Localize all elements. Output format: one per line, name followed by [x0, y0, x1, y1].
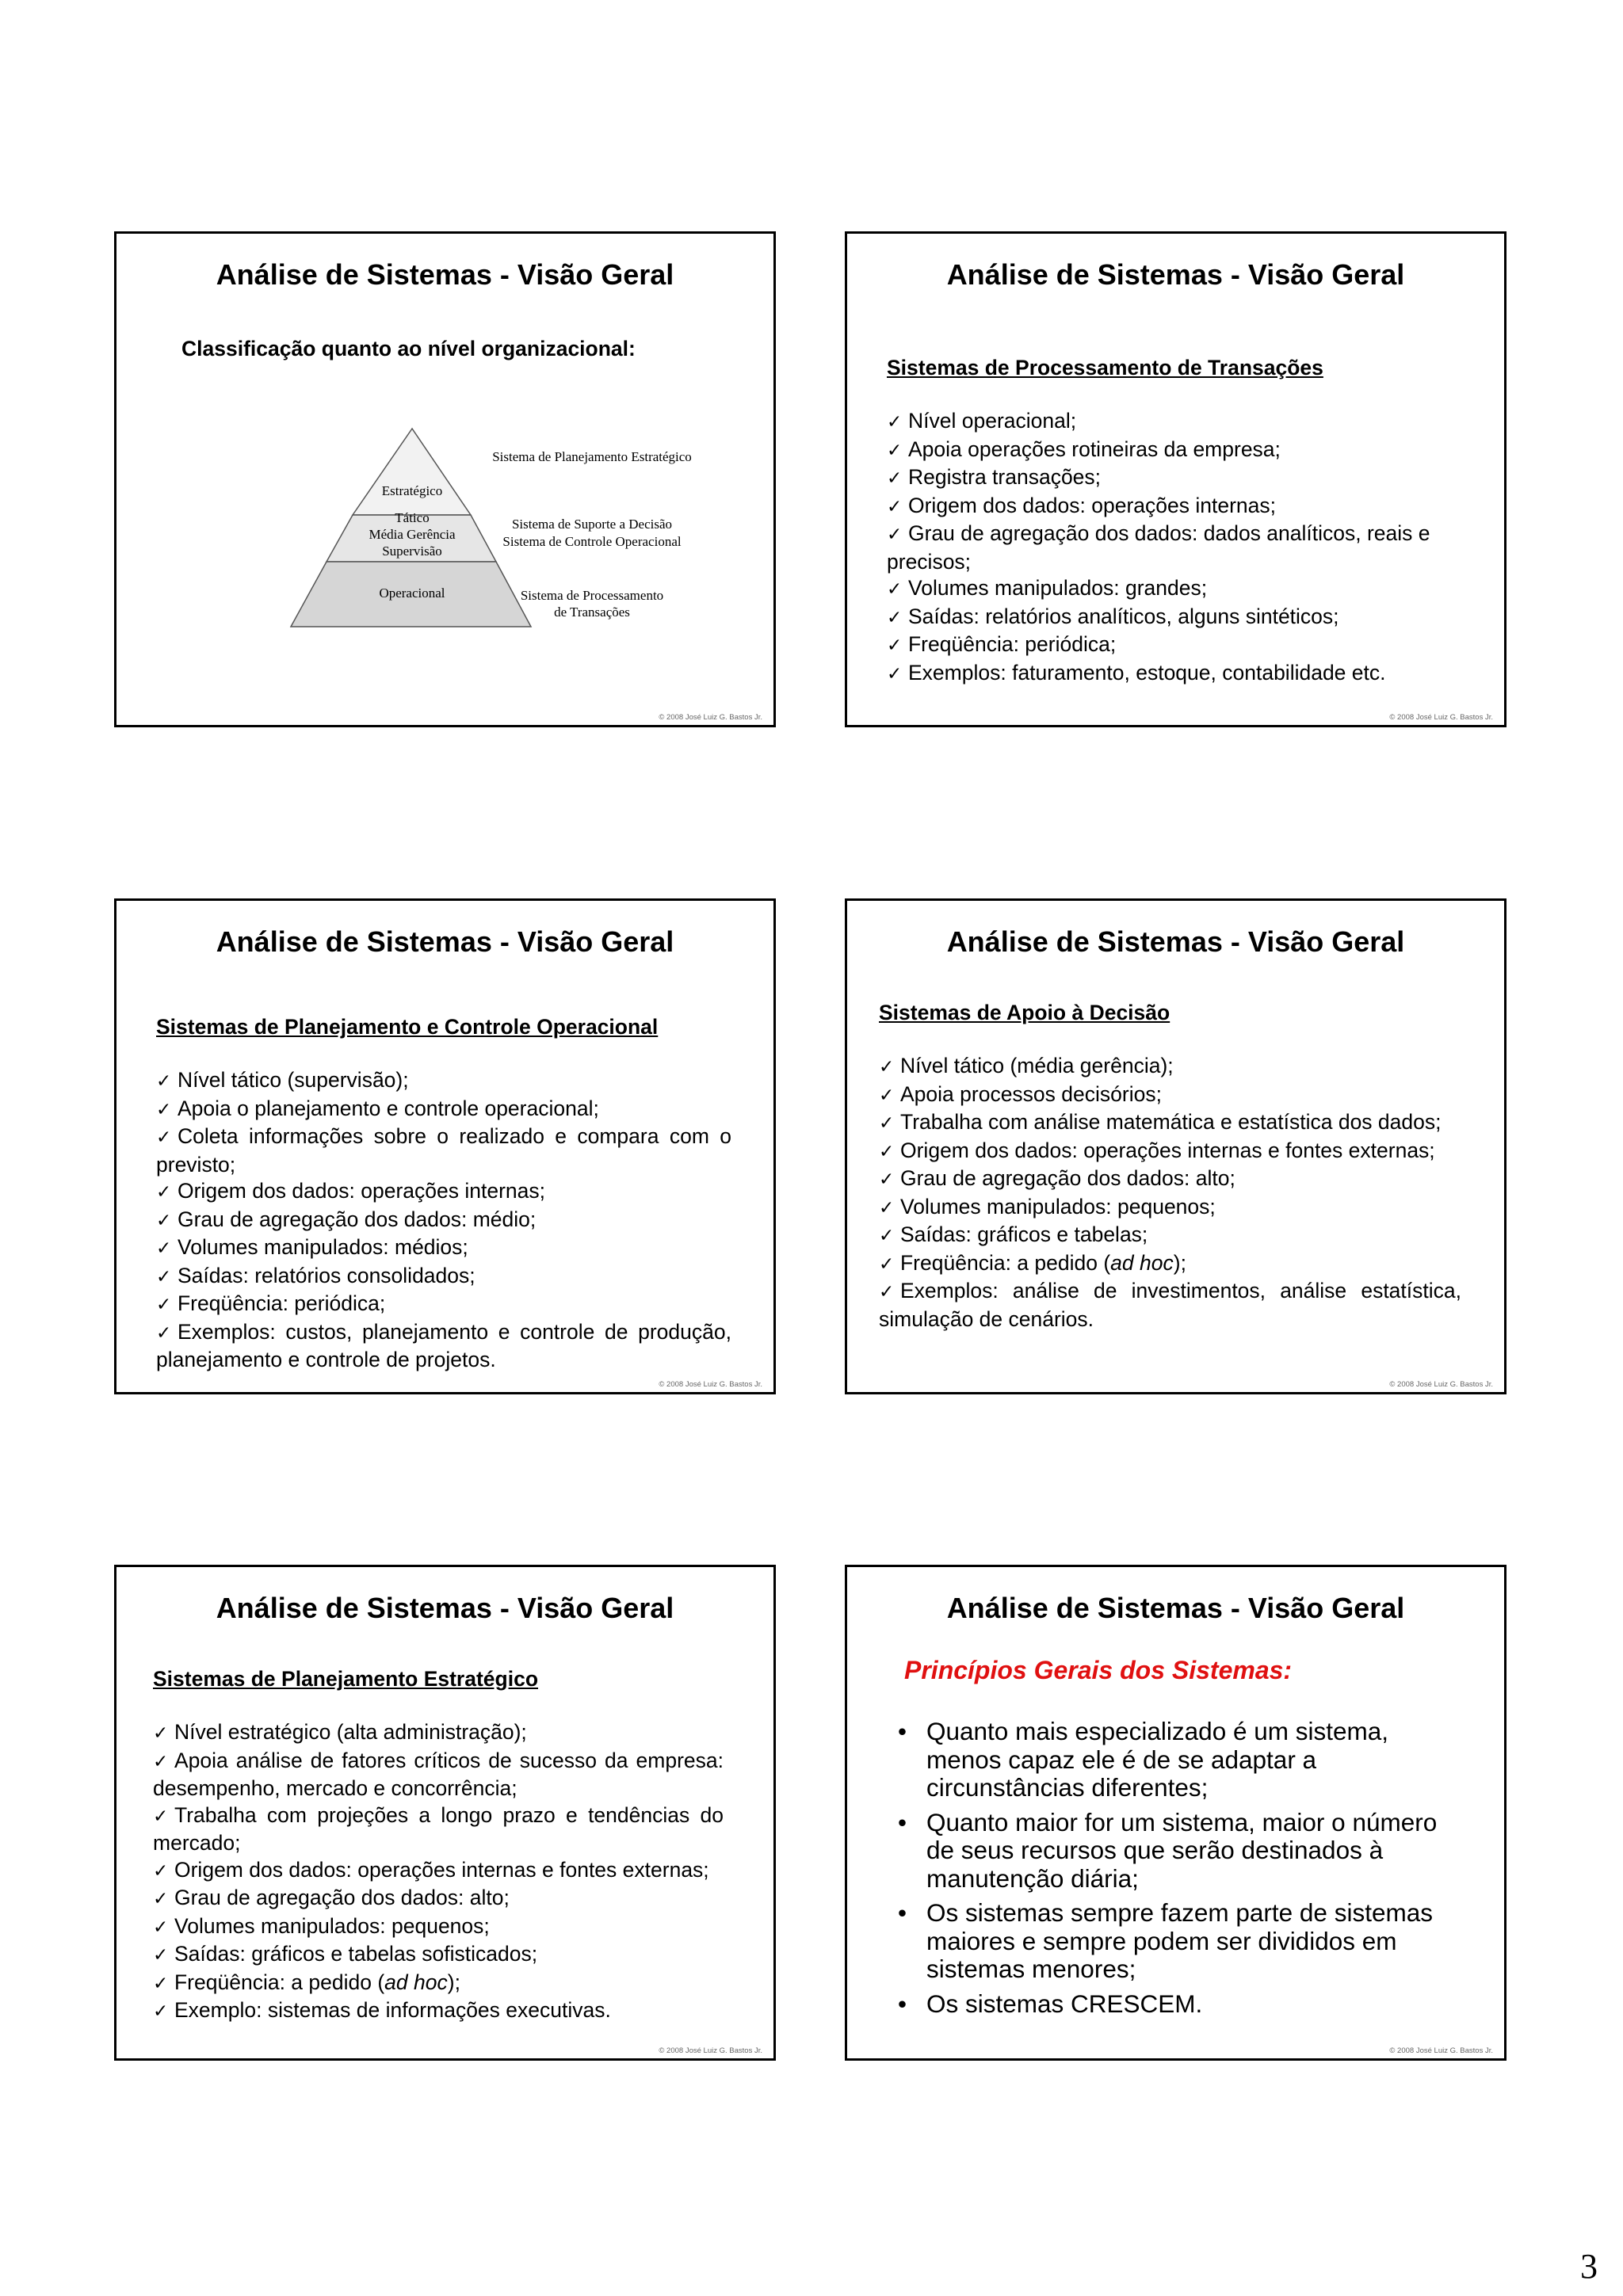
checklist: [879, 1053, 1461, 1333]
bullet-icon: •: [898, 1989, 907, 2018]
list-item: ✓ Origem dos dados: operações internas e fontes externas;: [879, 1138, 1461, 1166]
check-icon: ✓: [153, 1945, 169, 1966]
list-item: • Quanto mais especializado é um sistema, menos capaz ele é de se adaptar a circunstâncias diferentes;: [898, 1717, 1389, 1802]
pyramid-level-supervision: Supervisão: [382, 543, 442, 559]
check-icon: ✓: [887, 468, 903, 489]
check-icon: ✓: [156, 1099, 172, 1120]
bullet-list: [898, 1718, 1453, 2024]
list-item: ✓ Volumes manipulados: grandes;: [887, 575, 1462, 604]
slide-title: Análise de Sistemas - Visão Geral: [946, 925, 1405, 958]
list-item: ✓ Saídas: gráficos e tabelas sofisticados;: [153, 1941, 724, 1970]
check-icon: ✓: [156, 1295, 172, 1315]
slide-subtitle: Sistemas de Apoio à Decisão: [879, 1001, 1170, 1024]
slide-title: Análise de Sistemas - Visão Geral: [946, 1592, 1405, 1624]
check-icon: ✓: [879, 1057, 895, 1077]
list-item: ✓ Freqüência: periódica;: [887, 631, 1462, 660]
list-item: ✓ Origem dos dados: operações internas;: [887, 493, 1462, 521]
list-item: ✓ Saídas: gráficos e tabelas;: [879, 1222, 1461, 1250]
list-item: ✓ Trabalha com análise matemática e estatística dos dados;: [879, 1109, 1461, 1138]
pyramid-level-middle-management: Média Gerência: [369, 527, 456, 542]
slide-5: [114, 1565, 776, 2061]
check-icon: ✓: [153, 1973, 169, 1994]
copyright-notice: © 2008 José Luiz G. Bastos Jr.: [659, 2046, 762, 2055]
list-item: ✓ Grau de agregação dos dados: alto;: [153, 1885, 724, 1913]
list-item: ✓ Volumes manipulados: pequenos;: [879, 1194, 1461, 1222]
copyright-notice: © 2008 José Luiz G. Bastos Jr.: [659, 1380, 762, 1389]
system-label-operational-control: Sistema de Controle Operacional: [502, 534, 682, 549]
list-item: ✓ Volumes manipulados: médios;: [156, 1234, 731, 1263]
slide-subtitle: Classificação quanto ao nível organizacional:: [181, 337, 636, 360]
list-item: ✓ Saídas: relatórios analíticos, alguns sintéticos;: [887, 604, 1462, 632]
checklist: [153, 1719, 724, 2026]
list-item: ✓ Apoia análise de fatores críticos de sucesso da empresa: desempenho, mercado e concorrência;: [153, 1748, 724, 1800]
list-item: ✓ Grau de agregação dos dados: médio;: [156, 1207, 731, 1235]
system-label-transaction-processing-line2: de Transações: [554, 605, 630, 620]
pyramid-diagram: [116, 234, 773, 725]
slide-subtitle: Sistemas de Planejamento Estratégico: [153, 1667, 539, 1691]
check-icon: ✓: [887, 524, 903, 545]
list-item: ✓ Trabalha com projeções a longo prazo e tendências do mercado;: [153, 1802, 724, 1855]
slide-subtitle: Sistemas de Planejamento e Controle Operacional: [156, 1015, 659, 1039]
list-item: ✓ Freqüência: a pedido (ad hoc);: [153, 1970, 724, 1998]
check-icon: ✓: [156, 1210, 172, 1231]
check-icon: ✓: [153, 1806, 169, 1827]
slide-title: Análise de Sistemas - Visão Geral: [216, 258, 674, 291]
list-item: ✓ Exemplos: custos, planejamento e controle de produção, planejamento e controle de projetos.: [156, 1319, 731, 1371]
list-item: ✓ Freqüência: periódica;: [156, 1291, 731, 1319]
checklist: [887, 408, 1462, 688]
list-item: ✓ Apoia o planejamento e controle operacional;: [156, 1096, 731, 1124]
slide-6: [845, 1565, 1507, 2061]
check-icon: ✓: [887, 412, 903, 433]
list-item: ✓ Nível operacional;: [887, 408, 1462, 437]
check-icon: ✓: [887, 579, 903, 600]
bullet-icon: •: [898, 1717, 907, 1745]
list-item: ✓ Apoia processos decisórios;: [879, 1081, 1461, 1110]
pyramid-level-strategic: Estratégico: [381, 483, 443, 498]
pyramid-level-tactical: Tático: [395, 510, 430, 525]
list-item: ✓ Freqüência: a pedido (ad hoc);: [879, 1250, 1461, 1279]
check-icon: ✓: [887, 607, 903, 628]
check-icon: ✓: [156, 1127, 172, 1148]
list-item: • Quanto maior for um sistema, maior o número de seus recursos que serão destinados à manutenção diária;: [898, 1807, 1438, 1893]
check-icon: ✓: [879, 1085, 895, 1106]
check-icon: ✓: [879, 1141, 895, 1162]
list-item: ✓ Apoia operações rotineiras da empresa;: [887, 437, 1462, 465]
check-icon: ✓: [156, 1322, 172, 1344]
slide-subtitle: Princípios Gerais dos Sistemas:: [904, 1656, 1293, 1684]
check-icon: ✓: [156, 1182, 172, 1203]
check-icon: ✓: [879, 1253, 895, 1275]
system-label-transaction-processing: Sistema de Processamento: [520, 588, 664, 603]
system-label-decision-support: Sistema de Suporte a Decisão: [511, 517, 673, 532]
check-icon: ✓: [153, 1751, 169, 1772]
copyright-notice: © 2008 José Luiz G. Bastos Jr.: [659, 713, 762, 722]
page-number: 3: [1580, 2247, 1598, 2286]
check-icon: ✓: [887, 496, 903, 517]
copyright-notice: © 2008 José Luiz G. Bastos Jr.: [1389, 2046, 1493, 2055]
list-item: ✓ Origem dos dados: operações internas e fontes externas;: [153, 1857, 724, 1886]
bullet-icon: •: [898, 1898, 907, 1927]
check-icon: ✓: [879, 1197, 895, 1219]
slide-1: [114, 231, 776, 727]
list-item: ✓ Nível tático (média gerência);: [879, 1053, 1461, 1081]
check-icon: ✓: [887, 635, 903, 656]
check-icon: ✓: [153, 1917, 169, 1938]
check-icon: ✓: [879, 1282, 895, 1302]
list-item: ✓ Saídas: relatórios consolidados;: [156, 1263, 731, 1291]
check-icon: ✓: [153, 2001, 169, 2022]
check-icon: ✓: [887, 440, 903, 461]
checklist: [156, 1067, 731, 1374]
list-item: ✓ Origem dos dados: operações internas;: [156, 1178, 731, 1207]
list-item: ✓ Registra transações;: [887, 464, 1462, 493]
list-item: • Os sistemas sempre fazem parte de sistemas maiores e sempre podem ser divididos em sistemas menores;: [898, 1898, 1433, 1983]
check-icon: ✓: [879, 1226, 895, 1246]
pyramid-level-operational: Operacional: [379, 585, 445, 601]
list-item: ✓ Nível estratégico (alta administração);: [153, 1719, 724, 1748]
check-icon: ✓: [156, 1071, 172, 1092]
slide-3: [114, 898, 776, 1394]
slide-title: Análise de Sistemas - Visão Geral: [216, 1592, 674, 1624]
check-icon: ✓: [153, 1889, 169, 1909]
list-item: ✓ Coleta informações sobre o realizado e compara com o previsto;: [156, 1124, 731, 1177]
list-item: • Os sistemas CRESCEM.: [898, 1989, 1203, 2018]
list-item: ✓ Exemplos: análise de investimentos, análise estatística, simulação de cenários.: [879, 1279, 1461, 1331]
slide-subtitle: Sistemas de Processamento de Transações: [887, 356, 1323, 379]
check-icon: ✓: [153, 1860, 169, 1882]
list-item: ✓ Nível tático (supervisão);: [156, 1067, 731, 1096]
list-item: ✓ Grau de agregação dos dados: alto;: [879, 1165, 1461, 1194]
bullet-icon: •: [898, 1807, 907, 1836]
slide-title: Análise de Sistemas - Visão Geral: [946, 258, 1405, 291]
check-icon: ✓: [887, 663, 903, 685]
check-icon: ✓: [153, 1723, 169, 1744]
system-label-strategic-planning: Sistema de Planejamento Estratégico: [492, 449, 692, 464]
copyright-notice: © 2008 José Luiz G. Bastos Jr.: [1389, 1380, 1493, 1389]
slide-4: [845, 898, 1507, 1394]
check-icon: ✓: [156, 1266, 172, 1287]
list-item: ✓ Volumes manipulados: pequenos;: [153, 1913, 724, 1942]
check-icon: ✓: [156, 1238, 172, 1259]
list-item: ✓ Exemplos: faturamento, estoque, contabilidade etc.: [887, 660, 1462, 688]
slide-2: [845, 231, 1507, 727]
list-item: ✓ Grau de agregação dos dados: dados analíticos, reais e precisos;: [887, 521, 1430, 574]
check-icon: ✓: [879, 1169, 895, 1190]
list-item: ✓ Exemplo: sistemas de informações executivas.: [153, 1997, 724, 2026]
check-icon: ✓: [879, 1113, 895, 1134]
slide-title: Análise de Sistemas - Visão Geral: [216, 925, 674, 958]
copyright-notice: © 2008 José Luiz G. Bastos Jr.: [1389, 713, 1493, 722]
